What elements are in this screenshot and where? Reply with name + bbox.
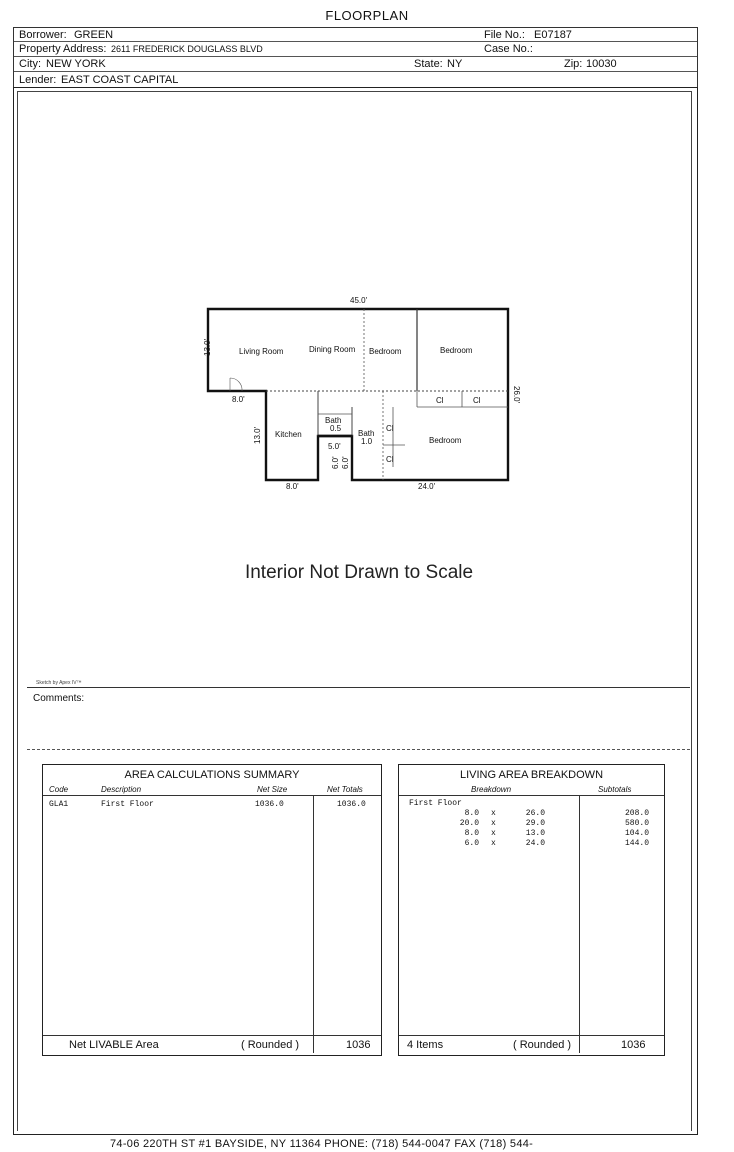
dim-top: 45.0' [350,296,368,305]
header-divider [14,41,697,42]
comments-label: Comments: [33,693,85,704]
col-code-header: Code [49,785,69,794]
outer-wall [208,309,508,480]
net-livable-value: 1036 [346,1039,371,1051]
breakdown-total: 1036 [621,1039,646,1051]
room-kitchen: Kitchen [275,430,302,439]
room-bath: Bath [325,416,342,425]
breakdown-cell-a: 6.0 [464,839,479,848]
dim-right: 26.0' [512,386,521,404]
living-breakdown-title: LIVING AREA BREAKDOWN [459,769,604,781]
breakdown-cell-x: x [491,809,496,818]
breakdown-cell-a: 8.0 [464,829,479,838]
breakdown-cell-b: 26.0 [525,809,545,818]
column-rule [579,795,580,1053]
divider [27,687,690,688]
room-bedroom: Bedroom [440,346,473,355]
dim-step-width: 8.0' [232,395,245,404]
breakdown-cell-x: x [491,839,496,848]
row-description: First Floor [101,800,154,809]
breakdown-cell-x: x [491,819,496,828]
breakdown-cell-sub: 104.0 [624,829,649,838]
rounded-label: ( Rounded ) [513,1039,572,1051]
col-description-header: Description [101,785,142,794]
divider [27,749,690,750]
room-bedroom: Bedroom [369,347,402,356]
borrower-value: GREEN [74,29,114,41]
room-bedroom: Bedroom [429,436,462,445]
lender-label: Lender: [19,74,57,86]
room-bath-number: 1.0 [361,437,373,446]
col-breakdown-header: Breakdown [471,785,512,794]
case-label: Case No.: [484,43,533,55]
floor-label: First Floor [409,799,462,808]
room-closet: Cl [473,396,481,405]
door-swing-icon [230,378,242,391]
room-closet: Cl [386,424,394,433]
dim-notch-h2: 6.0' [341,456,350,469]
row-net-total: 1036.0 [337,800,366,809]
room-bath-number: 0.5 [330,424,342,433]
breakdown-cell-a: 8.0 [464,809,479,818]
floorplan-sketch [200,292,530,492]
breakdown-cell-sub: 144.0 [624,839,649,848]
room-closet: Cl [386,455,394,464]
dim-bottom-right: 24.0' [418,482,436,491]
file-label: File No.: [484,29,525,41]
breakdown-cell-x: x [491,829,496,838]
col-net-totals-header: Net Totals [327,785,363,794]
breakdown-cell-sub: 580.0 [624,819,649,828]
floorplan-svg [200,292,530,492]
items-count: 4 Items [407,1039,444,1051]
area-summary-panel [42,764,382,1056]
dim-kitchen-height: 13.0' [253,426,262,444]
frame-inner-line [17,91,18,1131]
net-livable-label: Net LIVABLE Area [69,1039,159,1051]
property-value: 2611 FREDERICK DOUGLASS BLVD [111,44,263,54]
file-value: E07187 [534,29,572,41]
state-label: State: [414,58,443,70]
room-dining: Dining Room [309,345,356,354]
property-label: Property Address: [19,43,107,55]
breakdown-cell-b: 24.0 [525,839,545,848]
footer-rule [43,1035,381,1036]
col-subtotals-header: Subtotals [598,785,632,794]
header-divider [14,71,697,72]
page-title: FLOORPLAN [325,8,409,23]
breakdown-cell-b: 29.0 [525,819,545,828]
dim-notch-width: 5.0' [328,442,341,451]
city-label: City: [19,58,41,70]
footer-address: 74-06 220TH ST #1 BAYSIDE, NY 11364 PHONE: (718) 544-0047 FAX (718) 544- [110,1138,534,1150]
frame-inner-line [17,91,692,92]
breakdown-cell-b: 13.0 [525,829,545,838]
sketch-credit: Sketch by Apex IV™ [36,680,82,686]
borrower-label: Borrower: [19,29,67,41]
living-breakdown-panel [398,764,665,1056]
col-net-size-header: Net Size [257,785,288,794]
zip-value: 10030 [586,58,617,70]
header-divider [14,56,697,57]
breakdown-cell-a: 20.0 [459,819,479,828]
header-block [13,27,698,88]
dim-bottom-left: 8.0' [286,482,299,491]
footer-rule [399,1035,664,1036]
zip-label: Zip: [564,58,583,70]
room-closet: Cl [436,396,444,405]
room-living: Living Room [239,347,284,356]
room-bath: Bath [358,429,375,438]
state-value: NY [447,58,463,70]
row-code: GLA1 [49,800,69,809]
column-rule [313,795,314,1053]
dim-notch-h1: 6.0' [331,456,340,469]
header-rule [43,795,381,796]
breakdown-cell-sub: 208.0 [624,809,649,818]
city-value: NEW YORK [46,58,106,70]
lender-value: EAST COAST CAPITAL [61,74,179,86]
rounded-label: ( Rounded ) [241,1039,300,1051]
area-summary-title: AREA CALCULATIONS SUMMARY [124,769,300,781]
header-rule [399,795,664,796]
row-net-size: 1036.0 [255,800,284,809]
frame-inner-line [691,91,692,1131]
not-to-scale-note: Interior Not Drawn to Scale [244,562,474,583]
dim-left-upper: 13.0' [203,338,212,356]
